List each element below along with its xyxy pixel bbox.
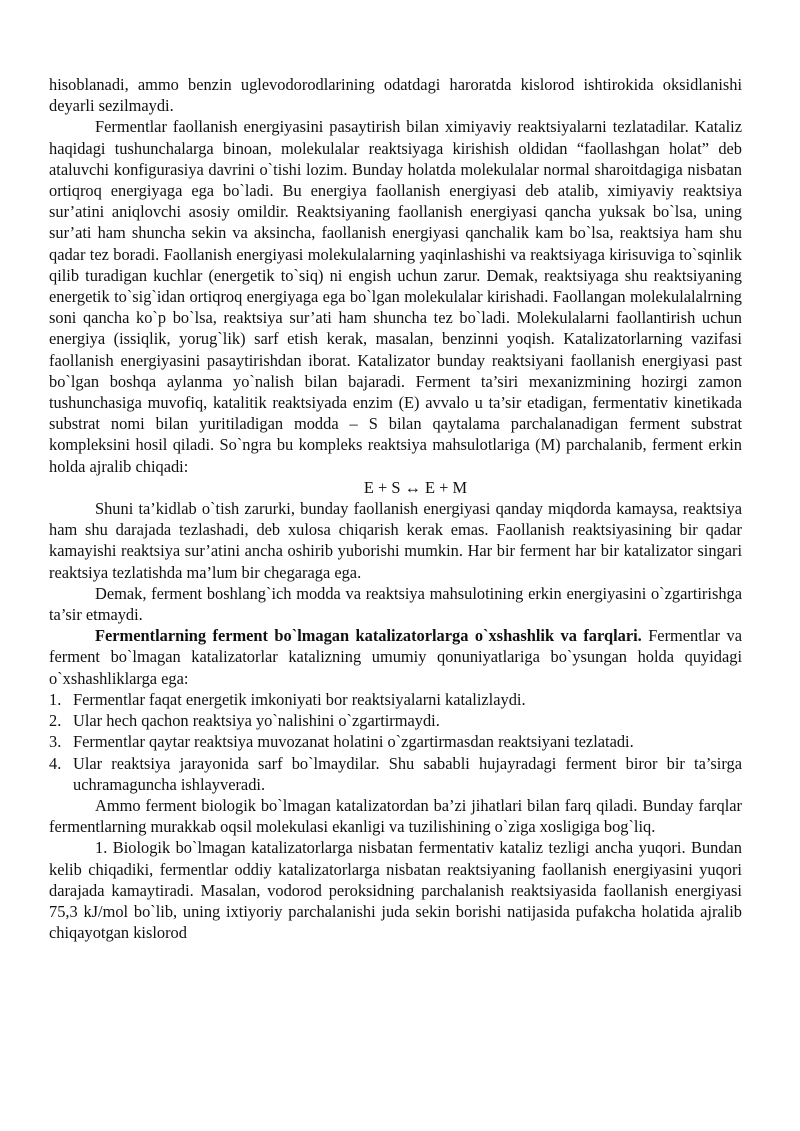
list-item-number: 3. [49, 732, 62, 752]
list-item [49, 731, 742, 752]
paragraph-activation-energy: Fermentlar faollanish energiyasini pasaytirish bilan ximiyaviy reaktsiyalarni tezlatadilar. Kataliz haqidagi tushunchalarga binoan, molekulalar reaktsiyaga kirishish oldidan “faollashgan holat” deb ataluvchi konfigurasiya davrini o`tishi lozim. Bunday holatda molekulalar normal sharoitdagiga nisbatan ortiqroq energiyaga ega bo`ladi. Bu energiya faollanish energiyasi deb atalib, ximiyaviy reaktsiya sur’atini aniqlovchi asosiy omildir. Reaktsiyaning faollanish energiyasi qancha yuksak bo`lsa, uning sur’ati ham shuncha sekin va aksincha, faollanish energiyasi qanchalik kam bo`lsa, reaktsiya ham shu qadar tez boradi. Faollanish energiyasi molekulalarning yaqinlashishi va reaktsiyaga kirisuviga to`sqinlik qilib turadigan kuchlar (energetik to`siq) ni engish uchun zarur. Demak, reaktsiyaga shu reaktsiyaning energetik to`sig`idan ortiqroq energiyaga ega bo`lgan molekulalar kirishadi. Faollangan molekulalalrning soni qancha ko`p bo`lsa, reaktsiya sur’ati ham shuncha tez bo`ladi. Molekulalarni faollantirish uchun energiya (issiqlik, yorug`lik) sarf etish kerak, masalan, benzinni yoqish. Katalizatorlarning vazifasi faollanish energiyasini pasaytirishdan iborat. Katalizator bunday reaktsiyani faollanish energiyasi past bo`lgan boshqa aylanma yo`nalish bilan bajaradi. Ferment ta’siri mexanizmining hozirgi zamon tushunchasiga muvofiq, katalitik reaktsiyada enzim (E) avvalo u ta’sir etadigan, fermentativ kinetikada substrat nomi bilan yuritiladigan modda – S bilan qaytalama parchalanadigan ferment substrat kompleksini hosil qiladi. So`ngra bu kompleks reaktsiya mahsulotlariga (M) parchalanib, ferment erkin holda ajralib chiqadi: [49, 117, 742, 476]
section-heading: Fermentlarning ferment bo`lmagan katalizatorlarga o`xshashlik va farqlari. [95, 626, 642, 646]
list-item [49, 753, 742, 795]
section-intro: Fermentlar va ferment bo`lmagan katalizatorlar katalizning umumiy qonuniyatlariga bo`ysungan holda quyidagi o`xshashliklarga ega: [49, 626, 742, 688]
similarities-list [49, 689, 742, 795]
list-item-text: Ular hech qachon reaktsiya yo`nalishini o`zgartirmaydi. [73, 711, 440, 731]
list-item [49, 689, 742, 710]
list-item-text: Ular reaktsiya jarayonida sarf bo`lmaydilar. Shu sababli hujayradagi ferment biror bir ta’sirga uchramaguncha ishlayveradi. [73, 753, 742, 794]
paragraph-continuation: hisoblanadi, ammo benzin uglevodorodlarining odatdagi haroratda kislorod ishtirokida oksidlanishi deyarli sezilmaydi. [49, 75, 742, 116]
paragraph-catalysis-rate: 1. Biologik bo`lmagan katalizatorlarga nisbatan fermentativ kataliz tezligi ancha yuqori. Bundan kelib chiqadiki, fermentlar oddiy katalizatorlarga nisbatan reaktsiyaning faollanish energiyasini yuqori darajada kamaytiradi. Masalan, vodorod peroksidning parchalanish reaktsiyasida faollanish energiyasi 75,3 kJ/mol bo`lib, uning ixtiyoriy parchalanishi juda sekin borishi natijasida pufakcha holatida ajralib chiqayotgan kislorod [49, 838, 742, 943]
list-item-number: 4. [49, 753, 62, 773]
paragraph-similarities [49, 625, 742, 689]
list-item [49, 710, 742, 731]
paragraph-free-energy: Demak, ferment boshlang`ich modda va reaktsiya mahsulotining erkin energiyasini o`zgartirishga ta’sir etmaydi. [49, 583, 742, 625]
paragraph-differences: Ammo ferment biologik bo`lmagan katalizatordan ba’zi jihatlari bilan farq qiladi. Bunday farqlar fermentlarning murakkab oqsil molekulasi ekanligi va tuzilishining o`ziga xosligiga bog`liq. [49, 795, 742, 837]
paragraph-energy-decrease: Shuni ta’kidlab o`tish zarurki, bunday faollanish energiyasi qanday miqdorda kamaysa, reaktsiya ham shu darajada tezlashadi, deb xulosa chiqarish kerak emas. Faollanish reaktsiyasining bir qadar kamayishi reaktsiya sur’atini ancha oshirib yuborishi mumkin. Har bir ferment har bir katalizator singari reaktsiya tezlatishda ma’lum bir chegaraga ega. [49, 499, 742, 582]
reaction-equation: E + S ↔ E + M [363, 477, 468, 497]
list-item-text: Fermentlar faqat energetik imkoniyati bor reaktsiyalarni katalizlaydi. [73, 689, 526, 709]
list-item-number: 2. [49, 711, 62, 731]
list-item-text: Fermentlar qaytar reaktsiya muvozanat holatini o`zgartirmasdan reaktsiyani tezlatadi. [73, 732, 634, 752]
list-item-number: 1. [49, 689, 62, 709]
